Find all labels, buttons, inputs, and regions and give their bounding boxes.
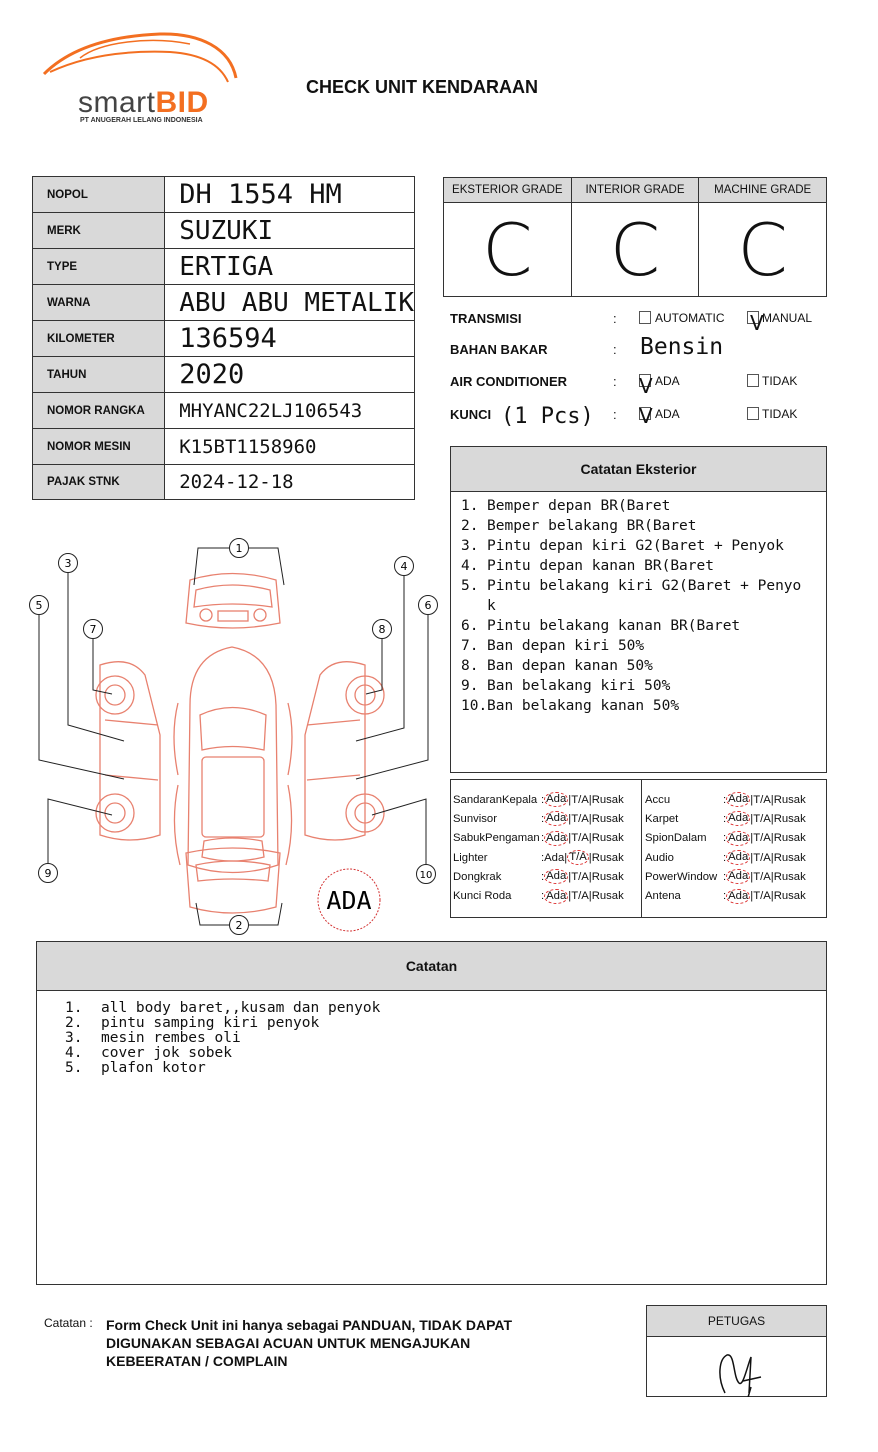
- separator: |: [588, 851, 592, 864]
- note-number: 3.: [65, 1030, 83, 1046]
- note-text: all body baret,,kusam dan penyok: [101, 1000, 381, 1016]
- colon: :: [723, 851, 727, 864]
- colon: :: [613, 342, 617, 357]
- colon: :: [723, 812, 727, 825]
- separator: |: [750, 870, 754, 883]
- accessory-option[interactable]: T/A: [753, 793, 771, 806]
- accessory-name: SandaranKepala: [453, 793, 538, 806]
- colon: :: [613, 407, 617, 422]
- note-number: 2.: [65, 1015, 83, 1031]
- separator: |: [588, 812, 592, 825]
- marker-5: [30, 596, 49, 615]
- accessory-row: [453, 809, 624, 828]
- colon: :: [541, 890, 545, 903]
- accessory-row: [645, 867, 806, 886]
- marker-label: 3: [64, 557, 72, 570]
- accessory-name: Karpet: [645, 812, 679, 825]
- accessory-row: [453, 848, 624, 867]
- accessory-row: [645, 809, 806, 828]
- grade-machine: [699, 178, 826, 296]
- accessory-name: Lighter: [453, 851, 488, 864]
- marker-label: 9: [44, 867, 52, 880]
- accessories-panel: [450, 779, 827, 918]
- accessory-name: Sunvisor: [453, 812, 497, 825]
- note-number: 1.: [65, 1000, 83, 1016]
- accessory-row: [645, 848, 806, 867]
- colon: :: [613, 311, 617, 326]
- vehicle-field-label: KILOMETER: [33, 321, 165, 357]
- marker-9: [39, 864, 58, 883]
- separator: |: [750, 793, 754, 806]
- grade-value: C: [482, 207, 533, 292]
- separator: |: [770, 793, 774, 806]
- marker-label: 7: [89, 623, 97, 636]
- separator: |: [770, 812, 774, 825]
- note-text: mesin rembes oli: [101, 1030, 241, 1046]
- separator: |: [588, 890, 592, 903]
- accessory-row: [453, 887, 624, 906]
- marker-label: 4: [400, 560, 408, 573]
- accessories-divider: [641, 780, 642, 917]
- manual-option: MANUAL: [762, 311, 813, 325]
- accessory-option-selected[interactable]: Ada: [728, 870, 749, 883]
- vehicle-row: [33, 465, 415, 500]
- vehicle-field-label: TYPE: [33, 249, 165, 285]
- note-text: pintu samping kiri penyok: [101, 1015, 320, 1031]
- vehicle-field-label: MERK: [33, 213, 165, 249]
- exterior-note-text: Ban depan kanan 50%: [487, 658, 653, 674]
- accessory-name: Audio: [645, 851, 674, 864]
- vehicle-field-value: MHYANC22LJ106543: [165, 393, 415, 429]
- logo-wordmark: smartBID: [78, 86, 209, 119]
- vehicle-row: [33, 177, 415, 213]
- vehicle-field-value: DH 1554 HM: [165, 177, 415, 213]
- colon: :: [723, 890, 727, 903]
- marker-label: 8: [378, 623, 386, 636]
- marker-label: 1: [235, 542, 243, 555]
- accessory-option[interactable]: Rusak: [773, 890, 806, 903]
- accessory-option-selected[interactable]: Ada: [546, 831, 567, 844]
- exterior-note-number: 1.: [461, 498, 479, 514]
- grade-value: C: [609, 207, 661, 292]
- kunci-tidak-option: TIDAK: [762, 407, 798, 421]
- accessory-row: [453, 867, 624, 886]
- exterior-note-number: 7.: [461, 638, 479, 654]
- accessory-option[interactable]: Rusak: [773, 851, 806, 864]
- accessory-option-selected[interactable]: T/A: [569, 851, 587, 864]
- separator: |: [568, 870, 572, 883]
- ac-ada-option: ADA: [655, 374, 680, 388]
- accessory-name: Dongkrak: [453, 870, 502, 883]
- colon: :: [541, 812, 545, 825]
- exterior-notes-panel: [450, 446, 827, 773]
- vehicle-field-label: TAHUN: [33, 357, 165, 393]
- marker-label: 5: [35, 599, 43, 612]
- ac-label: AIR CONDITIONER: [450, 374, 567, 389]
- exterior-note-item: [461, 536, 816, 556]
- exterior-note-number: 3.: [461, 538, 479, 554]
- accessory-option-selected[interactable]: Ada: [728, 831, 749, 844]
- marker-8: [373, 620, 392, 639]
- exterior-note-item: [461, 576, 816, 616]
- ac-check-mark: V: [639, 374, 653, 398]
- vehicle-row: [33, 429, 415, 465]
- page-title: CHECK UNIT KENDARAAN: [306, 77, 538, 97]
- automatic-checkbox[interactable]: [639, 311, 651, 324]
- marker-4: [395, 557, 414, 576]
- automatic-option: AUTOMATIC: [655, 311, 725, 325]
- exterior-notes-title: Catatan Eksterior: [451, 447, 826, 492]
- grade-label: INTERIOR GRADE: [572, 178, 699, 203]
- exterior-note-number: 6.: [461, 618, 479, 634]
- notes-title: Catatan: [37, 942, 826, 991]
- separator: |: [750, 832, 754, 845]
- accessory-option[interactable]: T/A: [753, 890, 771, 903]
- accessory-option[interactable]: Rusak: [591, 890, 624, 903]
- accessory-option[interactable]: T/A: [571, 890, 589, 903]
- exterior-note-text: Ban depan kiri 50%: [487, 638, 645, 654]
- colon: :: [723, 832, 727, 845]
- ac-tidak-checkbox[interactable]: [747, 374, 759, 387]
- kunci-count: (1 Pcs): [501, 404, 594, 429]
- marker-label: 10: [419, 870, 433, 881]
- accessory-name: Kunci Roda: [453, 890, 512, 903]
- grade-label: MACHINE GRADE: [699, 178, 826, 203]
- exterior-note-text: Ban belakang kiri 50%: [487, 678, 671, 694]
- accessory-option[interactable]: T/A: [753, 870, 771, 883]
- note-text: plafon kotor: [101, 1060, 206, 1076]
- logo-subtitle: PT ANUGERAH LELANG INDONESIA: [80, 117, 203, 124]
- accessory-option-selected[interactable]: Ada: [546, 870, 567, 883]
- exterior-note-item: [461, 516, 816, 536]
- grade-exterior: [444, 178, 572, 296]
- accessory-option[interactable]: Ada: [544, 851, 565, 864]
- car-outline: [96, 574, 384, 914]
- bahan-bakar-value: Bensin: [640, 334, 724, 360]
- separator: |: [770, 890, 774, 903]
- accessory-row: [645, 790, 806, 809]
- vehicle-field-label: WARNA: [33, 285, 165, 321]
- exterior-note-number: 5.: [461, 578, 479, 594]
- exterior-note-item: [461, 656, 816, 676]
- accessory-option-selected[interactable]: Ada: [728, 812, 749, 825]
- note-item: [65, 1061, 826, 1076]
- separator: |: [750, 812, 754, 825]
- accessory-option[interactable]: Rusak: [591, 870, 624, 883]
- colon: :: [723, 870, 727, 883]
- note-item: [65, 1016, 826, 1031]
- separator: |: [568, 812, 572, 825]
- accessory-option[interactable]: Rusak: [591, 832, 624, 845]
- vehicle-field-value: 2024-12-18: [165, 465, 415, 500]
- accessory-option[interactable]: T/A: [571, 812, 589, 825]
- grades-table: [443, 177, 827, 297]
- note-text: cover jok sobek: [101, 1045, 232, 1061]
- manual-check-mark: V: [750, 311, 764, 335]
- exterior-note-item: [461, 696, 816, 716]
- accessory-option-selected[interactable]: Ada: [546, 889, 567, 902]
- exterior-note-number: 10.: [461, 698, 488, 714]
- colon: :: [613, 374, 617, 389]
- note-number: 5.: [65, 1060, 83, 1076]
- exterior-note-text: Pintu depan kanan BR(Baret: [487, 558, 714, 574]
- accessory-name: Antena: [645, 890, 681, 903]
- note-item: [65, 1031, 826, 1046]
- separator: |: [770, 832, 774, 845]
- vehicle-row: [33, 249, 415, 285]
- accessory-row: [453, 790, 624, 809]
- kunci-ada-option: ADA: [655, 407, 680, 421]
- vehicle-field-label: PAJAK STNK: [33, 465, 165, 500]
- marker-1: [230, 539, 249, 558]
- vehicle-field-label: NOMOR RANGKA: [33, 393, 165, 429]
- marker-label: 6: [424, 599, 432, 612]
- separator: |: [770, 851, 774, 864]
- vehicle-field-label: NOPOL: [33, 177, 165, 213]
- exterior-note-text: Bemper depan BR(Baret: [487, 498, 671, 514]
- vehicle-row: [33, 321, 415, 357]
- separator: |: [750, 890, 754, 903]
- vehicle-info-table: [32, 176, 415, 500]
- petugas-label: PETUGAS: [647, 1306, 826, 1337]
- accessory-option[interactable]: T/A: [571, 832, 589, 845]
- accessory-name: Accu: [645, 793, 671, 806]
- note-number: 4.: [65, 1045, 83, 1061]
- separator: |: [568, 793, 572, 806]
- vehicle-row: [33, 285, 415, 321]
- accessory-option[interactable]: Rusak: [591, 851, 624, 864]
- colon: :: [723, 793, 727, 806]
- accessory-option-selected[interactable]: Ada: [728, 889, 749, 902]
- grade-interior: [572, 178, 700, 296]
- accessory-row: [645, 887, 806, 906]
- separator: |: [770, 870, 774, 883]
- kunci-tidak-checkbox[interactable]: [747, 407, 759, 420]
- separator: |: [588, 793, 592, 806]
- exterior-note-number: 8.: [461, 658, 479, 674]
- exterior-note-item: [461, 496, 816, 516]
- accessory-option[interactable]: Rusak: [773, 832, 806, 845]
- accessory-option[interactable]: Rusak: [773, 870, 806, 883]
- signature-icon: [647, 1337, 826, 1397]
- vehicle-field-value: SUZUKI: [165, 213, 415, 249]
- vehicle-field-label: NOMOR MESIN: [33, 429, 165, 465]
- accessory-name: PowerWindow: [645, 870, 718, 883]
- accessory-name: SpionDalam: [645, 832, 707, 845]
- marker-6: [419, 596, 438, 615]
- accessory-row: [645, 829, 806, 848]
- vehicle-field-value: 136594: [165, 321, 415, 357]
- accessory-option[interactable]: T/A: [571, 793, 589, 806]
- ac-tidak-option: TIDAK: [762, 374, 798, 388]
- petugas-box: [646, 1305, 827, 1397]
- separator: |: [564, 851, 568, 864]
- exterior-note-number: 4.: [461, 558, 479, 574]
- accessory-name: SabukPengaman: [453, 832, 540, 845]
- exterior-note-number: 2.: [461, 518, 479, 534]
- accessory-option[interactable]: T/A: [571, 870, 589, 883]
- accessory-option[interactable]: Rusak: [591, 793, 624, 806]
- bahan-bakar-label: BAHAN BAKAR: [450, 342, 548, 357]
- accessory-option[interactable]: T/A: [753, 812, 771, 825]
- colon: :: [541, 870, 545, 883]
- marker-label: 2: [235, 919, 243, 932]
- grade-label: EKSTERIOR GRADE: [444, 178, 571, 203]
- accessory-row: [453, 829, 624, 848]
- accessory-option[interactable]: T/A: [753, 832, 771, 845]
- accessory-option[interactable]: Rusak: [591, 812, 624, 825]
- exterior-notes-list: [451, 492, 826, 716]
- marker-2: [230, 916, 249, 935]
- accessory-option[interactable]: Rusak: [773, 812, 806, 825]
- exterior-note-text: Bemper belakang BR(Baret: [487, 518, 697, 534]
- note-item: [65, 1001, 826, 1016]
- exterior-note-item: [461, 636, 816, 656]
- exterior-note-text: Pintu belakang kiri G2(Baret + Penyo k: [487, 578, 802, 614]
- exterior-note-item: [461, 556, 816, 576]
- notes-panel: [36, 941, 827, 1285]
- exterior-note-text: Ban belakang kanan 50%: [487, 698, 680, 714]
- accessory-option[interactable]: T/A: [753, 851, 771, 864]
- kunci-check-mark: V: [639, 404, 653, 428]
- accessory-option-selected[interactable]: Ada: [728, 851, 749, 864]
- exterior-note-text: Pintu depan kiri G2(Baret + Penyok: [487, 538, 784, 554]
- separator: |: [568, 890, 572, 903]
- accessory-option-selected[interactable]: Ada: [728, 793, 749, 806]
- footer-label: Catatan :: [44, 1316, 93, 1330]
- separator: |: [588, 832, 592, 845]
- vehicle-field-value: K15BT1158960: [165, 429, 415, 465]
- grade-value: C: [737, 207, 788, 292]
- accessory-option-selected[interactable]: Ada: [546, 793, 567, 806]
- marker-3: [59, 554, 78, 573]
- transmisi-label: TRANSMISI: [450, 311, 522, 326]
- note-item: [65, 1046, 826, 1061]
- separator: |: [588, 870, 592, 883]
- exterior-note-item: [461, 676, 816, 696]
- vehicle-field-value: ABU ABU METALIK: [165, 285, 415, 321]
- marker-7: [84, 620, 103, 639]
- vehicle-field-value: 2020: [165, 357, 415, 393]
- exterior-note-item: [461, 616, 816, 636]
- separator: |: [750, 851, 754, 864]
- vehicle-field-value: ERTIGA: [165, 249, 415, 285]
- separator: |: [568, 832, 572, 845]
- car-damage-diagram: [20, 535, 445, 940]
- exterior-note-text: Pintu belakang kanan BR(Baret: [487, 618, 741, 634]
- exterior-note-number: 9.: [461, 678, 479, 694]
- marker-10: [417, 865, 436, 884]
- notes-list: [37, 991, 826, 1076]
- kunci-label: KUNCI: [450, 407, 492, 422]
- vehicle-row: [33, 213, 415, 249]
- vehicle-row: [33, 393, 415, 429]
- colon: :: [541, 832, 545, 845]
- colon: :: [541, 851, 545, 864]
- colon: :: [541, 793, 545, 806]
- accessory-option-selected[interactable]: Ada: [546, 812, 567, 825]
- spare-tire-label: ADA: [326, 886, 372, 915]
- vehicle-row: [33, 357, 415, 393]
- footer-disclaimer: Form Check Unit ini hanya sebagai PANDUAN, TIDAK DAPAT DIGUNAKAN SEBAGAI ACUAN UNTUK MENGAJUKAN KEBEERATAN / COMPLAIN: [106, 1317, 513, 1369]
- accessory-option[interactable]: Rusak: [773, 793, 806, 806]
